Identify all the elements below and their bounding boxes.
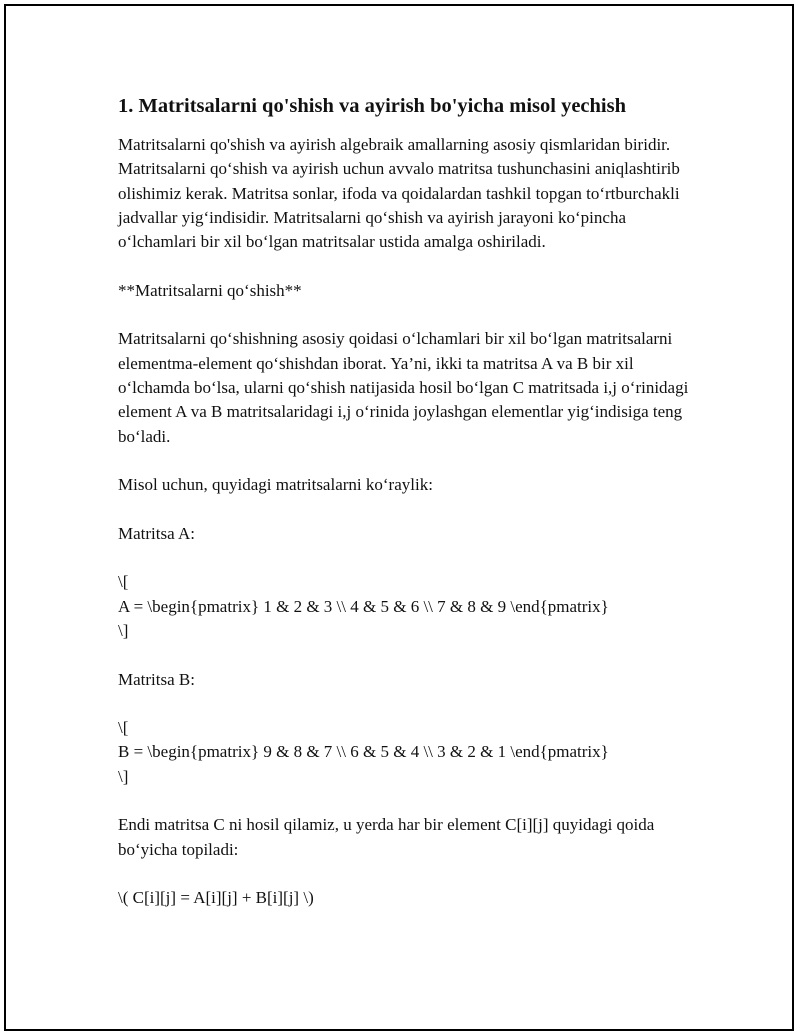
paragraph-gap <box>118 497 698 521</box>
document-body <box>118 92 698 911</box>
matrix-b-close: \] <box>118 766 129 786</box>
matrix-a-close: \] <box>118 620 129 640</box>
addition-rule-paragraph: Matritsalarni qo‘shishning asosiy qoidasi o‘lchamlari bir xil bo‘lgan matritsalarni elementma-element qo‘shishdan iborat. Ya’ni, ikki ta matritsa A va B bir xil o‘lchamda bo‘lsa, ularni qo‘shish natijasida hosil bo‘lgan C matritsada i,j o‘rinidagi element A va B matritsalaridagi i,j o‘rinida joylashgan elementlar yig‘indisiga teng bo‘ladi. <box>118 329 689 446</box>
paragraph-gap <box>118 449 698 473</box>
intro-paragraph: Matritsalarni qo'shish va ayirish algebraik amallarning asosiy qismlaridan biridir. Matritsalarni qo‘shish va ayirish uchun avvalo matritsa tushunchasini aniqlashtirib olishimiz kerak. Matritsa sonlar, ifoda va qoidalardan tashkil topgan to‘rtburchakli jadvallar yig‘indisidir. Matritsalarni qo‘shish va ayirish jarayoni ko‘pincha o‘lchamlari bir xil bo‘lgan matritsalar ustida amalga oshiriladi. <box>118 135 680 252</box>
paragraph-gap <box>118 254 698 278</box>
matrix-b-formula: B = \begin{pmatrix} 9 & 8 & 7 \\ 6 & 5 & 4 \\ 3 & 2 & 1 \end{pmatrix} <box>118 742 609 762</box>
matrix-a-label: Matritsa A: <box>118 523 195 543</box>
section-heading: 1. Matritsalarni qo'shish va ayirish bo'yicha misol yechish <box>118 95 626 117</box>
matrix-a-open: \[ <box>118 572 129 592</box>
example-intro: Misol uchun, quyidagi matritsalarni ko‘raylik: <box>118 475 433 495</box>
matrix-b-open: \[ <box>118 718 129 738</box>
paragraph-gap <box>118 862 698 886</box>
subheading-addition: **Matritsalarni qo‘shish** <box>118 280 302 300</box>
matrix-c-intro: Endi matritsa C ni hosil qilamiz, u yerda har bir element C[i][j] quyidagi qoida bo‘yicha topiladi: <box>118 815 655 859</box>
sum-formula: \( C[i][j] = A[i][j] + B[i][j] \) <box>118 888 314 908</box>
matrix-a-formula: A = \begin{pmatrix} 1 & 2 & 3 \\ 4 & 5 & 6 \\ 7 & 8 & 9 \end{pmatrix} <box>118 596 609 616</box>
paragraph-gap <box>118 546 698 570</box>
paragraph-gap <box>118 692 698 716</box>
paragraph-gap <box>118 303 698 327</box>
paragraph-gap <box>118 789 698 813</box>
matrix-b-label: Matritsa B: <box>118 669 195 689</box>
paragraph-gap <box>118 643 698 667</box>
